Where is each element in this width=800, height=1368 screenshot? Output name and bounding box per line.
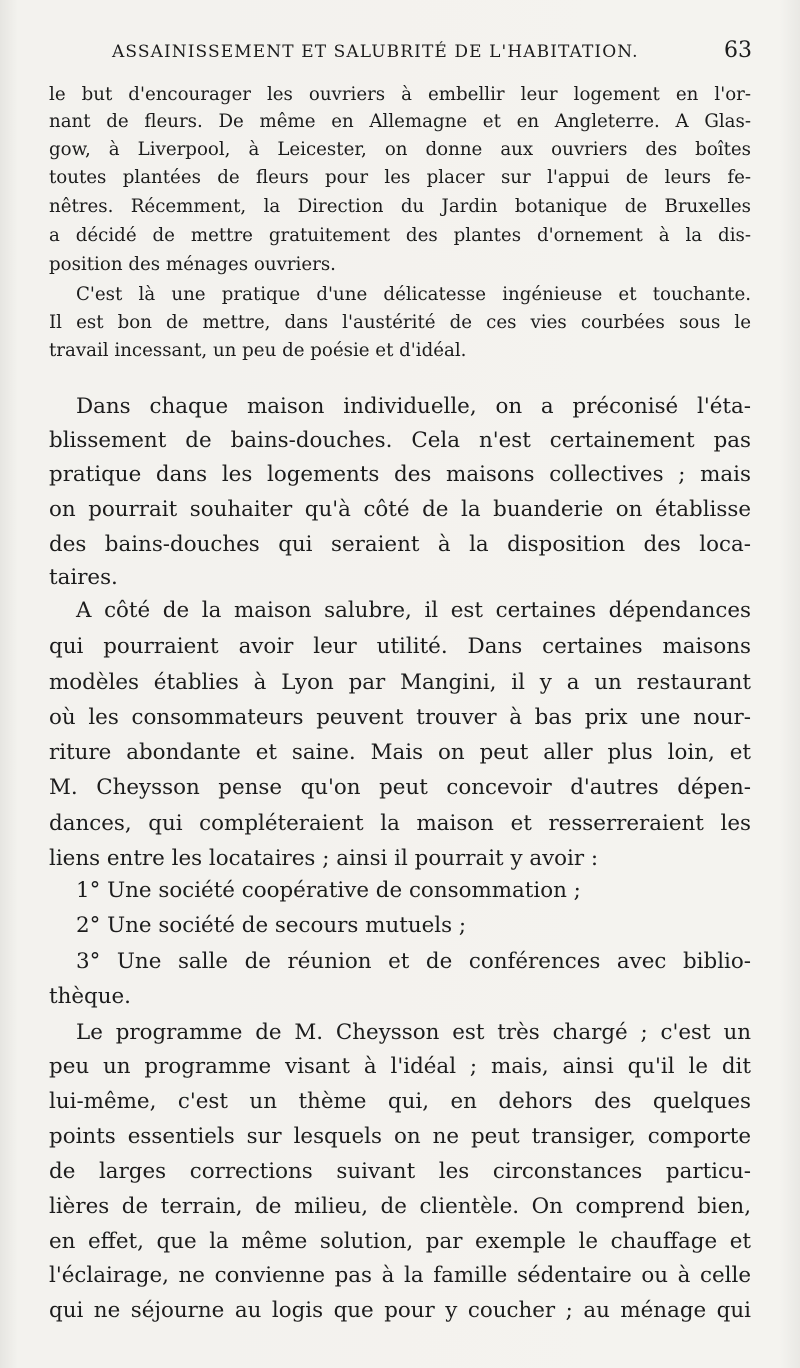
text-line: thèque. bbox=[49, 984, 131, 1009]
text-line: Dans chaque maison individuelle, on a préconisé l'éta- bbox=[76, 394, 751, 419]
text-line: a décidé de mettre gratuitement des plantes d'ornement à la dis- bbox=[49, 225, 751, 246]
text-line: travail incessant, un peu de poésie et d'idéal. bbox=[49, 340, 467, 361]
text-line: C'est là une pratique d'une délicatesse ingénieuse et touchante. bbox=[76, 284, 751, 305]
running-title: ASSAINISSEMENT ET SALUBRITÉ DE L'HABITATION. bbox=[112, 42, 639, 62]
text-line: lui-même, c'est un thème qui, en dehors des quelques bbox=[49, 1089, 751, 1114]
text-line: nêtres. Récemment, la Direction du Jardin botanique de Bruxelles bbox=[49, 196, 751, 217]
text-line: pratique dans les logements des maisons collectives ; mais bbox=[49, 462, 751, 487]
text-line: Le programme de M. Cheysson est très chargé ; c'est un bbox=[76, 1020, 751, 1045]
text-line: dances, qui compléteraient la maison et resserreraient les bbox=[49, 811, 751, 836]
list-item: 2° Une société de secours mutuels ; bbox=[76, 913, 467, 938]
text-line: en effet, que la même solution, par exemple le chauffage et bbox=[49, 1229, 751, 1254]
text-line: A côté de la maison salubre, il est certaines dépendances bbox=[76, 598, 751, 623]
text-line: blissement de bains-douches. Cela n'est certainement pas bbox=[49, 428, 751, 453]
text-line: nant de fleurs. De même en Allemagne et en Angleterre. A Glas- bbox=[49, 111, 751, 132]
text-line: peu un programme visant à l'idéal ; mais, ainsi qu'il le dit bbox=[49, 1054, 751, 1079]
text-line: points essentiels sur lesquels on ne peut transiger, comporte bbox=[49, 1124, 751, 1149]
text-line: des bains-douches qui seraient à la disposition des loca- bbox=[49, 532, 751, 557]
text-line: qui ne séjourne au logis que pour y coucher ; au ménage qui bbox=[49, 1298, 751, 1323]
text-line: position des ménages ouvriers. bbox=[49, 254, 336, 275]
text-line: toutes plantées de fleurs pour les placer sur l'appui de leurs fe- bbox=[49, 167, 751, 188]
text-line: liens entre les locataires ; ainsi il pourrait y avoir : bbox=[49, 846, 599, 871]
text-line: lières de terrain, de milieu, de clientèle. On comprend bien, bbox=[49, 1194, 751, 1219]
text-line: Il est bon de mettre, dans l'austérité de ces vies courbées sous le bbox=[49, 312, 751, 333]
text-line: on pourrait souhaiter qu'à côté de la buanderie on établisse bbox=[49, 497, 751, 522]
text-line: gow, à Liverpool, à Leicester, on donne aux ouvriers des boîtes bbox=[49, 139, 751, 160]
text-line: où les consommateurs peuvent trouver à bas prix une nour- bbox=[49, 705, 751, 730]
list-item: 3° Une salle de réunion et de conférences avec biblio- bbox=[76, 949, 751, 974]
list-item: 1° Une société coopérative de consommation ; bbox=[76, 878, 581, 903]
text-line: de larges corrections suivant les circonstances particu- bbox=[49, 1159, 751, 1184]
text-line: taires. bbox=[49, 565, 118, 590]
text-line: qui pourraient avoir leur utilité. Dans certaines maisons bbox=[49, 634, 751, 659]
text-line: modèles établies à Lyon par Mangini, il y a un restaurant bbox=[49, 670, 751, 695]
text-line: riture abondante et saine. Mais on peut aller plus loin, et bbox=[49, 740, 751, 765]
text-line: le but d'encourager les ouvriers à embellir leur logement en l'or- bbox=[49, 84, 751, 105]
text-line: l'éclairage, ne convienne pas à la famille sédentaire ou à celle bbox=[49, 1263, 751, 1288]
page-number: 63 bbox=[724, 38, 752, 63]
page-header bbox=[112, 38, 752, 68]
text-line: M. Cheysson pense qu'on peut concevoir d'autres dépen- bbox=[49, 775, 751, 800]
